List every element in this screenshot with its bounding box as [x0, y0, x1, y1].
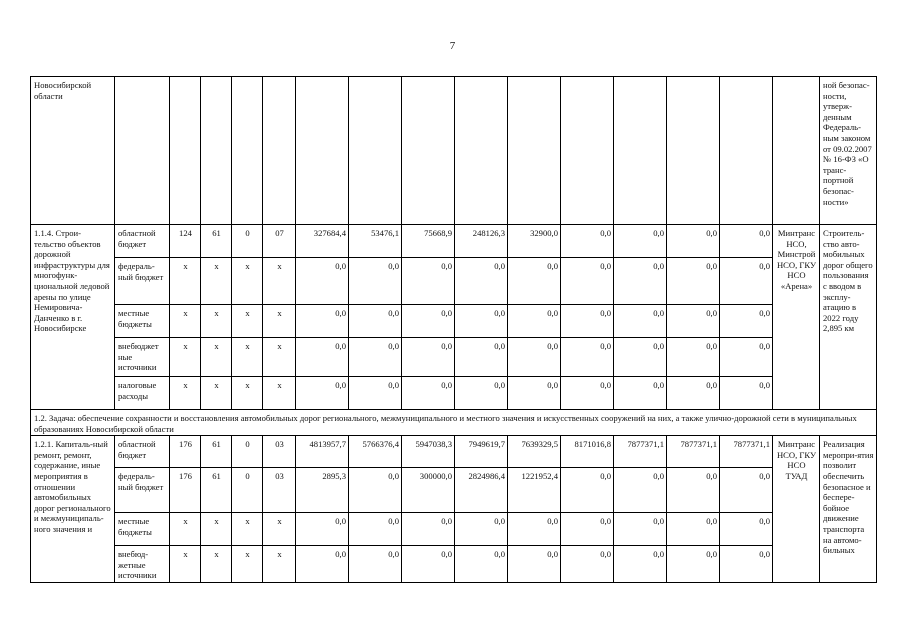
value-cell: 0,0: [349, 305, 402, 338]
code-cell: x: [170, 546, 201, 583]
program-table: [30, 76, 877, 583]
code-cell: 176: [170, 436, 201, 468]
table-row: [31, 377, 877, 410]
value-cell: 8171016,8: [561, 436, 614, 468]
continuation-row: [31, 77, 877, 225]
code-cell: x: [232, 305, 263, 338]
result-cell: Реализация меропри-ятия позволит обеспечить безопасное и беспере-бойное движение транспорта на автомо-бильных: [820, 436, 877, 583]
code-cell: 03: [263, 436, 296, 468]
value-cell: 4813957,7: [296, 436, 349, 468]
value-cell: 1221952,4: [508, 468, 561, 513]
value-cell: 5766376,4: [349, 436, 402, 468]
code-cell: x: [263, 305, 296, 338]
result-cell: ной безопас-ности, утверж-денным Федераль-ным законом от 09.02.2007 № 16-ФЗ «О транс-портной безопас-ности»: [820, 77, 877, 225]
value-cell: 0,0: [720, 305, 773, 338]
event-name-cell: 1.1.4. Строи-тельство объектов дорожной инфраструктуры для многофунк-циональной ледовой арены по улице Немировича-Данченко в г. Новосибирске: [31, 225, 115, 410]
value-cell: 7877371,1: [720, 436, 773, 468]
value-cell: 7639329,5: [508, 436, 561, 468]
code-cell: x: [263, 546, 296, 583]
executor-cell: Минтранс НСО, ГКУ НСО ТУАД: [773, 436, 820, 583]
value-cell: 0,0: [455, 546, 508, 583]
value-cell: 0,0: [296, 338, 349, 377]
code-cell: x: [201, 305, 232, 338]
value-cell: 7877371,1: [667, 436, 720, 468]
value-cell: 0,0: [561, 338, 614, 377]
value-cell: 7949619,7: [455, 436, 508, 468]
event-name-cell: Новосибирской области: [31, 77, 115, 225]
code-cell: x: [201, 377, 232, 410]
value-cell: 0,0: [720, 546, 773, 583]
value-cell: 0,0: [508, 377, 561, 410]
table-row: [31, 305, 877, 338]
value-cell: 0,0: [296, 258, 349, 305]
value-cell: 0,0: [720, 468, 773, 513]
code-cell: x: [201, 513, 232, 546]
value-cell: 0,0: [296, 513, 349, 546]
code-cell: 0: [232, 225, 263, 258]
result-cell: Строитель-ство авто-мобильных дорог общего пользования с вводом в эксплу-атацию в 2022 году 2,895 км: [820, 225, 877, 410]
code-cell: x: [170, 258, 201, 305]
value-cell: 0,0: [667, 468, 720, 513]
code-cell: x: [201, 338, 232, 377]
funding-source-cell: внебюджет ные источники: [115, 338, 170, 377]
code-cell: x: [232, 338, 263, 377]
code-cell: x: [263, 513, 296, 546]
value-cell: 0,0: [667, 338, 720, 377]
value-cell: 0,0: [402, 546, 455, 583]
table-row: [31, 338, 877, 377]
table-row: [31, 468, 877, 513]
value-cell: 0,0: [402, 305, 455, 338]
value-cell: 53476,1: [349, 225, 402, 258]
code-cell: x: [232, 513, 263, 546]
value-cell: 0,0: [667, 513, 720, 546]
value-cell: 0,0: [349, 377, 402, 410]
code-cell: x: [170, 338, 201, 377]
code-cell: x: [263, 377, 296, 410]
value-cell: 0,0: [561, 225, 614, 258]
value-cell: 0,0: [561, 468, 614, 513]
value-cell: 0,0: [296, 546, 349, 583]
code-cell: 61: [201, 436, 232, 468]
value-cell: 0,0: [614, 546, 667, 583]
code-cell: x: [232, 377, 263, 410]
value-cell: 0,0: [614, 225, 667, 258]
event-1-2-1: [31, 436, 877, 583]
value-cell: 0,0: [667, 225, 720, 258]
funding-source-cell: областной бюджет: [115, 436, 170, 468]
value-cell: 0,0: [455, 258, 508, 305]
value-cell: 0,0: [561, 377, 614, 410]
value-cell: 0,0: [508, 513, 561, 546]
page-number: 7: [449, 40, 456, 52]
value-cell: 0,0: [402, 258, 455, 305]
value-cell: 2824986,4: [455, 468, 508, 513]
value-cell: 0,0: [455, 338, 508, 377]
value-cell: 0,0: [455, 513, 508, 546]
value-cell: 0,0: [402, 513, 455, 546]
funding-source-cell: местные бюджеты: [115, 513, 170, 546]
value-cell: 0,0: [720, 513, 773, 546]
code-cell: 124: [170, 225, 201, 258]
value-cell: 0,0: [720, 258, 773, 305]
code-cell: 0: [232, 468, 263, 513]
value-cell: 0,0: [455, 377, 508, 410]
value-cell: 7877371,1: [614, 436, 667, 468]
value-cell: 248126,3: [455, 225, 508, 258]
funding-source-cell: областной бюджет: [115, 225, 170, 258]
funding-source-cell: налоговые расходы: [115, 377, 170, 410]
value-cell: 0,0: [720, 338, 773, 377]
value-cell: 0,0: [614, 513, 667, 546]
value-cell: 0,0: [561, 258, 614, 305]
value-cell: 0,0: [561, 513, 614, 546]
value-cell: 0,0: [349, 546, 402, 583]
value-cell: 0,0: [508, 546, 561, 583]
value-cell: 0,0: [667, 258, 720, 305]
value-cell: 0,0: [667, 305, 720, 338]
event-1-1-4: [31, 225, 877, 410]
value-cell: 0,0: [614, 258, 667, 305]
table-row: [31, 513, 877, 546]
value-cell: 0,0: [296, 377, 349, 410]
code-cell: x: [232, 546, 263, 583]
value-cell: 2895,3: [296, 468, 349, 513]
code-cell: x: [201, 258, 232, 305]
table-row: [31, 225, 877, 258]
value-cell: 327684,4: [296, 225, 349, 258]
code-cell: x: [263, 338, 296, 377]
executor-cell: Минтранс НСО, Минстрой НСО, ГКУ НСО «Арена»: [773, 225, 820, 410]
value-cell: 0,0: [508, 338, 561, 377]
value-cell: 0,0: [614, 468, 667, 513]
value-cell: 0,0: [614, 338, 667, 377]
task-heading-1-2: 1.2. Задача: обеспечение сохранности и восстановления автомобильных дорог регионального, межмуниципального и местного значения и искусственных сооружений на них, а также улично-дорожной сети в муниципальных образованиях Новосибирской области: [31, 410, 877, 436]
funding-source-cell: федераль-ный бюджет: [115, 258, 170, 305]
value-cell: 0,0: [402, 377, 455, 410]
value-cell: 0,0: [720, 225, 773, 258]
code-cell: 61: [201, 468, 232, 513]
value-cell: 75668,9: [402, 225, 455, 258]
value-cell: 0,0: [508, 305, 561, 338]
value-cell: 5947038,3: [402, 436, 455, 468]
value-cell: 0,0: [296, 305, 349, 338]
code-cell: 0: [232, 436, 263, 468]
value-cell: 0,0: [455, 305, 508, 338]
value-cell: 32900,0: [508, 225, 561, 258]
code-cell: 61: [201, 225, 232, 258]
funding-source-cell: федераль-ный бюджет: [115, 468, 170, 513]
value-cell: 0,0: [667, 546, 720, 583]
value-cell: 0,0: [720, 377, 773, 410]
code-cell: x: [170, 513, 201, 546]
value-cell: 0,0: [508, 258, 561, 305]
code-cell: x: [170, 305, 201, 338]
code-cell: 176: [170, 468, 201, 513]
value-cell: 0,0: [561, 305, 614, 338]
value-cell: 0,0: [561, 546, 614, 583]
value-cell: 0,0: [349, 513, 402, 546]
code-cell: 03: [263, 468, 296, 513]
funding-source-cell: местные бюджеты: [115, 305, 170, 338]
value-cell: 0,0: [614, 377, 667, 410]
code-cell: 07: [263, 225, 296, 258]
value-cell: 0,0: [402, 338, 455, 377]
table-row: [31, 436, 877, 468]
value-cell: 0,0: [349, 338, 402, 377]
code-cell: x: [232, 258, 263, 305]
value-cell: 0,0: [349, 258, 402, 305]
value-cell: 0,0: [614, 305, 667, 338]
code-cell: x: [170, 377, 201, 410]
funding-source-cell: внебюд-жетные источники: [115, 546, 170, 583]
value-cell: 300000,0: [402, 468, 455, 513]
code-cell: x: [201, 546, 232, 583]
code-cell: x: [263, 258, 296, 305]
event-name-cell: 1.2.1. Капиталь-ный ремонт, ремонт, содержание, иные мероприятия в отношении автомобильных дорог регионального и межмуниципаль-ного значения и: [31, 436, 115, 583]
value-cell: 0,0: [349, 468, 402, 513]
table-row: [31, 546, 877, 583]
table-row: [31, 258, 877, 305]
value-cell: 0,0: [667, 377, 720, 410]
